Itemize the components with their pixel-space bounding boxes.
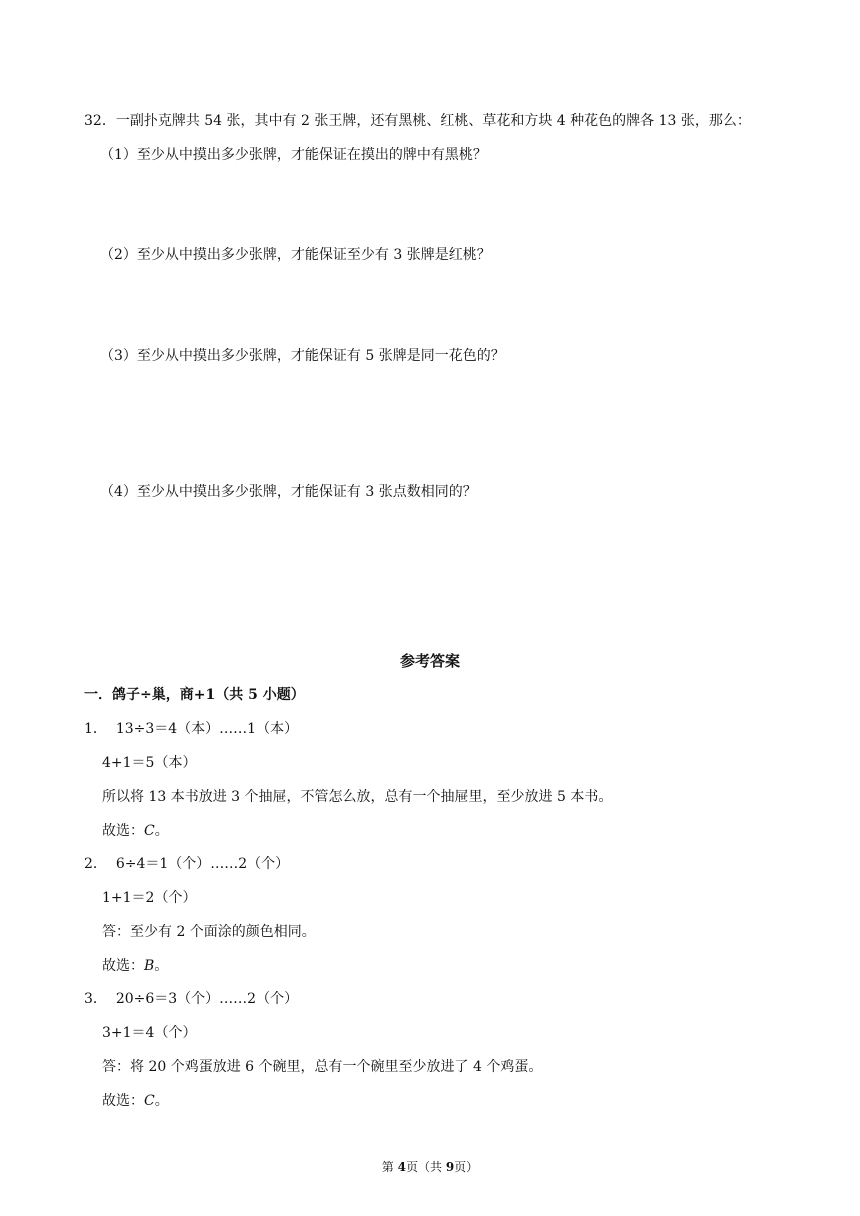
choice-prefix: 故选：: [102, 1093, 144, 1109]
answer-line: 4+1＝5（本）: [102, 755, 197, 771]
answers-title: 参考答案: [399, 652, 460, 670]
answer-2-header: [84, 855, 289, 873]
answer-first-line: 13÷3＝4（本）……1（本）: [115, 721, 299, 737]
answer-number: 3．: [84, 991, 107, 1007]
choice-suffix: 。: [154, 823, 169, 839]
answer-first-line: 6÷4＝1（个）……2（个）: [115, 856, 290, 872]
sub-question-2: （2）至少从中摸出多少张牌，才能保证至少有 3 张牌是红桃？: [100, 247, 491, 263]
answer-line: 所以将 13 本书放进 3 个抽屉，不管怎么放，总有一个抽屉里，至少放进 5 本书。: [102, 789, 613, 805]
footer-suffix: 页）: [454, 1160, 479, 1174]
answer-choice: [102, 1092, 169, 1110]
sub-question-1: （1）至少从中摸出多少张牌，才能保证在摸出的牌中有黑桃？: [100, 147, 487, 163]
choice-prefix: 故选：: [102, 823, 144, 839]
question-stem: 32．一副扑克牌共 54 张，其中有 2 张王牌，还有黑桃、红桃、草花和方块 4 种花色的牌各 13 张，那么：: [84, 113, 751, 129]
choice-suffix: 。: [154, 1093, 169, 1109]
sub-question-4: （4）至少从中摸出多少张牌，才能保证有 3 张点数相同的？: [100, 484, 477, 500]
answer-first-line: 20÷6＝3（个）……2（个）: [115, 991, 299, 1007]
choice-suffix: 。: [154, 958, 169, 974]
total-pages: 9: [445, 1160, 455, 1174]
answer-3-header: [84, 990, 298, 1008]
choice-letter: C: [144, 1093, 155, 1109]
answer-choice: [102, 957, 168, 975]
section-title: 一．鸽子÷巢，商+1（共 5 小题）: [84, 687, 305, 703]
footer-prefix: 第: [381, 1160, 398, 1174]
answer-1-header: [84, 720, 298, 738]
answer-number: 1．: [84, 721, 107, 737]
footer-middle: 页（共: [405, 1160, 446, 1174]
answer-line: 答：将 20 个鸡蛋放进 6 个碗里，总有一个碗里至少放进了 4 个鸡蛋。: [102, 1059, 543, 1075]
choice-letter: C: [144, 823, 155, 839]
choice-letter: B: [144, 958, 155, 974]
answer-number: 2．: [84, 856, 107, 872]
answer-line: 3+1＝4（个）: [102, 1025, 197, 1041]
answer-line: 答：至少有 2 个面涂的颜色相同。: [102, 924, 316, 940]
page-number: 4: [397, 1160, 406, 1174]
choice-prefix: 故选：: [102, 958, 144, 974]
answer-line: 1+1＝2（个）: [102, 890, 197, 906]
answer-choice: [102, 822, 169, 840]
page-footer: [0, 1158, 860, 1176]
sub-question-3: （3）至少从中摸出多少张牌，才能保证有 5 张牌是同一花色的？: [100, 348, 505, 364]
